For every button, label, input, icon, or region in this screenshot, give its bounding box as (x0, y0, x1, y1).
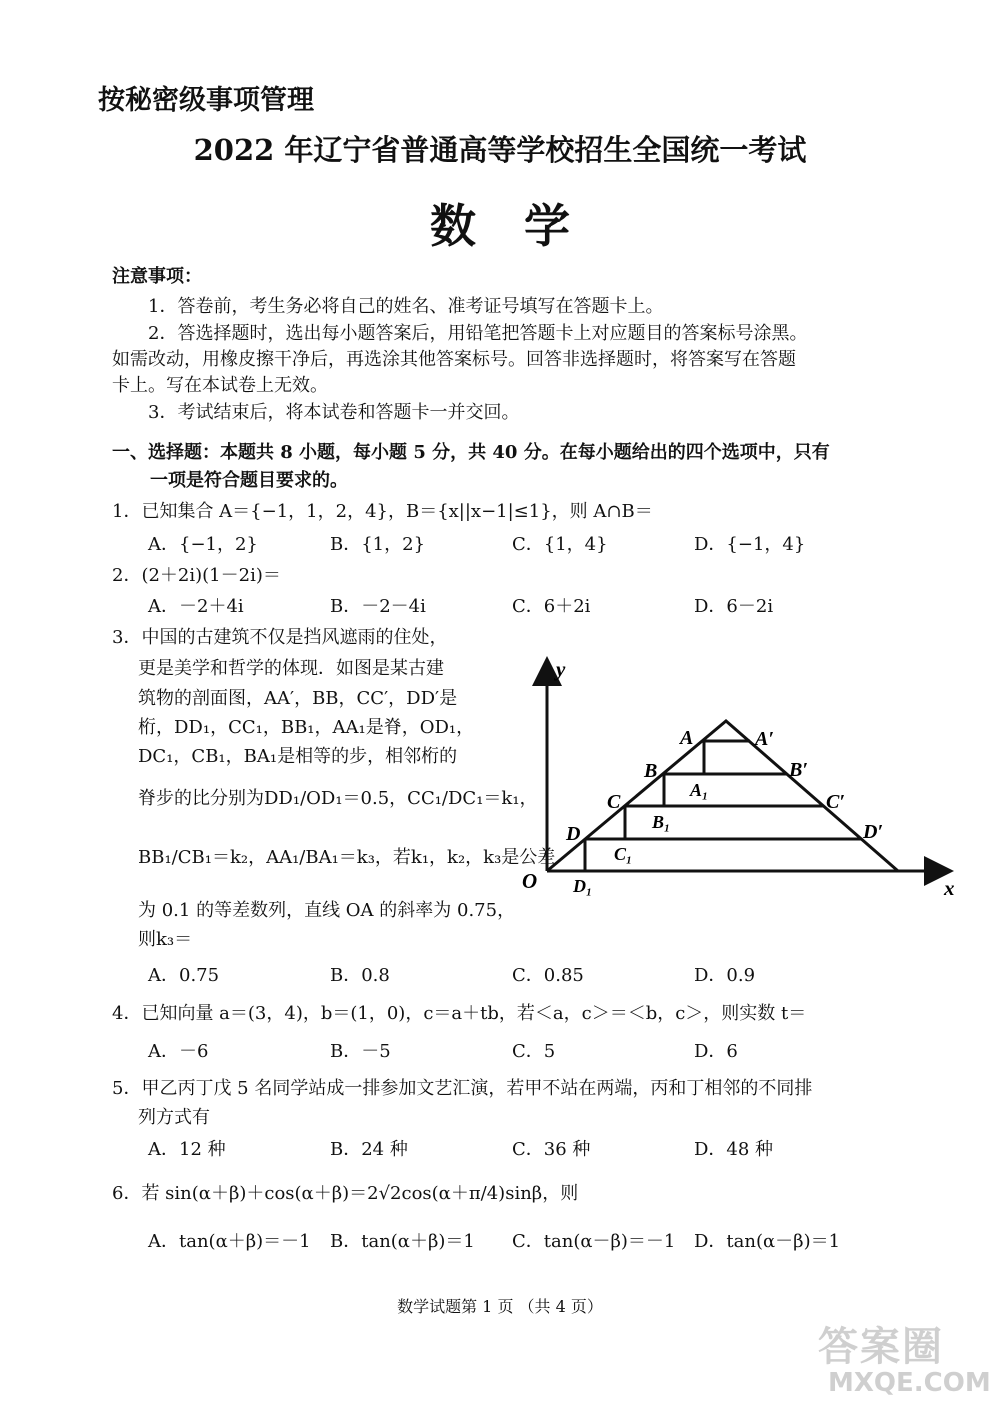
question-3-option-c: C．0.85 (512, 965, 584, 986)
label-b-prime: B′ (789, 759, 808, 781)
question-5-option-a: A．12 种 (148, 1139, 226, 1160)
question-6-option-c: C．tan(α－β)＝－1 (512, 1231, 676, 1252)
question-1-option-d: D．{−1，4} (694, 534, 806, 555)
question-2-option-a: A．－2＋4i (148, 596, 244, 617)
notice-line-1: 1．答卷前，考生务必将自己的姓名、准考证号填写在答题卡上。 (148, 296, 664, 317)
label-b1: B₁ (652, 812, 671, 832)
question-4-option-c: C．5 (512, 1041, 556, 1062)
question-5-stem-cont: 列方式有 (138, 1107, 210, 1128)
roof-outline (547, 721, 898, 871)
question-3-line-2: 更是美学和哲学的体现．如图是某古建 (138, 658, 444, 679)
question-3-option-a: A．0.75 (148, 965, 220, 986)
notice-line-2a: 2．答选择题时，选出每小题答案后，用铅笔把答题卡上对应题目的答案标号涂黑。 (148, 323, 808, 344)
question-2-option-c: C．6＋2i (512, 596, 591, 617)
label-x: x (944, 876, 955, 900)
secret-mark: 按秘密级事项管理 (98, 85, 314, 116)
label-o: O (522, 869, 538, 893)
question-3-option-b: B．0.8 (330, 965, 390, 986)
label-d: D (566, 823, 581, 845)
label-c1: C₁ (614, 844, 633, 864)
notice-line-2b: 如需改动，用橡皮擦干净后，再选涂其他答案标号。回答非选择题时，将答案写在答题 (112, 349, 796, 370)
question-4-stem: 4．已知向量 a＝(3，4)，b＝(1，0)，c＝a＋tb，若＜a，c＞＝＜b，c＞，则实数 t＝ (112, 1003, 807, 1024)
question-4-option-b: B．－5 (330, 1041, 391, 1062)
label-y: y (556, 657, 566, 681)
question-2-stem: 2．(2＋2i)(1－2i)＝ (112, 565, 281, 586)
question-5-option-b: B．24 种 (330, 1139, 408, 1160)
question-6-option-d: D．tan(α－β)＝1 (694, 1231, 841, 1252)
question-1-stem: 1．已知集合 A＝{−1，1，2，4}，B＝{x||x−1|≤1}，则 A∩B＝ (112, 501, 653, 522)
question-3-line-8: 为 0.1 的等差数列，直线 OA 的斜率为 0.75， (138, 900, 516, 921)
question-1-option-a: A．{−1，2} (148, 534, 258, 555)
question-5-stem: 5．甲乙丙丁戊 5 名同学站成一排参加文艺汇演，若甲不站在两端，丙和丁相邻的不同排 (112, 1078, 813, 1099)
question-6-option-a: A．tan(α＋β)＝－1 (148, 1231, 311, 1252)
label-d-prime: D′ (863, 821, 884, 843)
question-3-line-1: 3．中国的古建筑不仅是挡风遮雨的住处， (112, 627, 448, 648)
label-d1: D₁ (573, 876, 593, 896)
section-1-heading-cont: 一项是符合题目要求的。 (150, 470, 348, 491)
label-b: B (644, 760, 658, 782)
label-c-prime: C′ (826, 791, 845, 813)
question-2-option-d: D．6－2i (694, 596, 774, 617)
question-6-stem: 6．若 sin(α＋β)＋cos(α＋β)＝2√2cos(α＋π/4)sinβ，则 (112, 1183, 579, 1204)
question-3-line-9: 则k₃＝ (138, 929, 193, 950)
question-3-line-7: BB₁/CB₁＝k₂，AA₁/BA₁＝k₃，若k₁，k₂，k₃是公差 (138, 847, 556, 868)
watermark-site: MXQE.COM (828, 1368, 991, 1398)
label-a-prime: A′ (755, 728, 774, 750)
question-4-option-d: D．6 (694, 1041, 738, 1062)
label-a: A (680, 727, 694, 749)
notice-line-3: 3．考试结束后，将本试卷和答题卡一并交回。 (148, 402, 520, 423)
label-c: C (607, 791, 621, 813)
question-5-option-c: C．36 种 (512, 1139, 591, 1160)
page-footer: 数学试题第 1 页 （共 4 页） (397, 1297, 603, 1316)
question-3-option-d: D．0.9 (694, 965, 756, 986)
section-1-heading: 一、选择题：本题共 8 小题，每小题 5 分，共 40 分。在每小题给出的四个选项中，只有 (112, 442, 830, 463)
question-3-line-4: 桁，DD₁，CC₁，BB₁，AA₁是脊，OD₁， (138, 717, 475, 738)
question-3-line-5: DC₁，CB₁，BA₁是相等的步，相邻桁的 (138, 746, 458, 767)
question-6-option-b: B．tan(α＋β)＝1 (330, 1231, 475, 1252)
subject-title: 数学 (430, 199, 618, 253)
question-5-option-d: D．48 种 (694, 1139, 774, 1160)
question-3-line-6: 脊步的比分别为DD₁/OD₁＝0.5，CC₁/DC₁＝k₁， (138, 788, 538, 809)
question-3-figure (515, 650, 970, 905)
question-3-line-3: 筑物的剖面图，AA′，BB，CC′，DD′是 (138, 688, 458, 709)
question-2-option-b: B．－2－4i (330, 596, 426, 617)
question-1-option-c: C．{1，4} (512, 534, 608, 555)
watermark-logo: 答案圈 (818, 1324, 944, 1370)
question-4-option-a: A．－6 (148, 1041, 209, 1062)
exam-title: 2022 年辽宁省普通高等学校招生全国统一考试 (193, 133, 807, 167)
notice-heading: 注意事项： (112, 266, 202, 287)
label-a1: A₁ (690, 780, 709, 800)
notice-line-2c: 卡上。写在本试卷上无效。 (112, 375, 328, 396)
question-1-option-b: B．{1，2} (330, 534, 426, 555)
